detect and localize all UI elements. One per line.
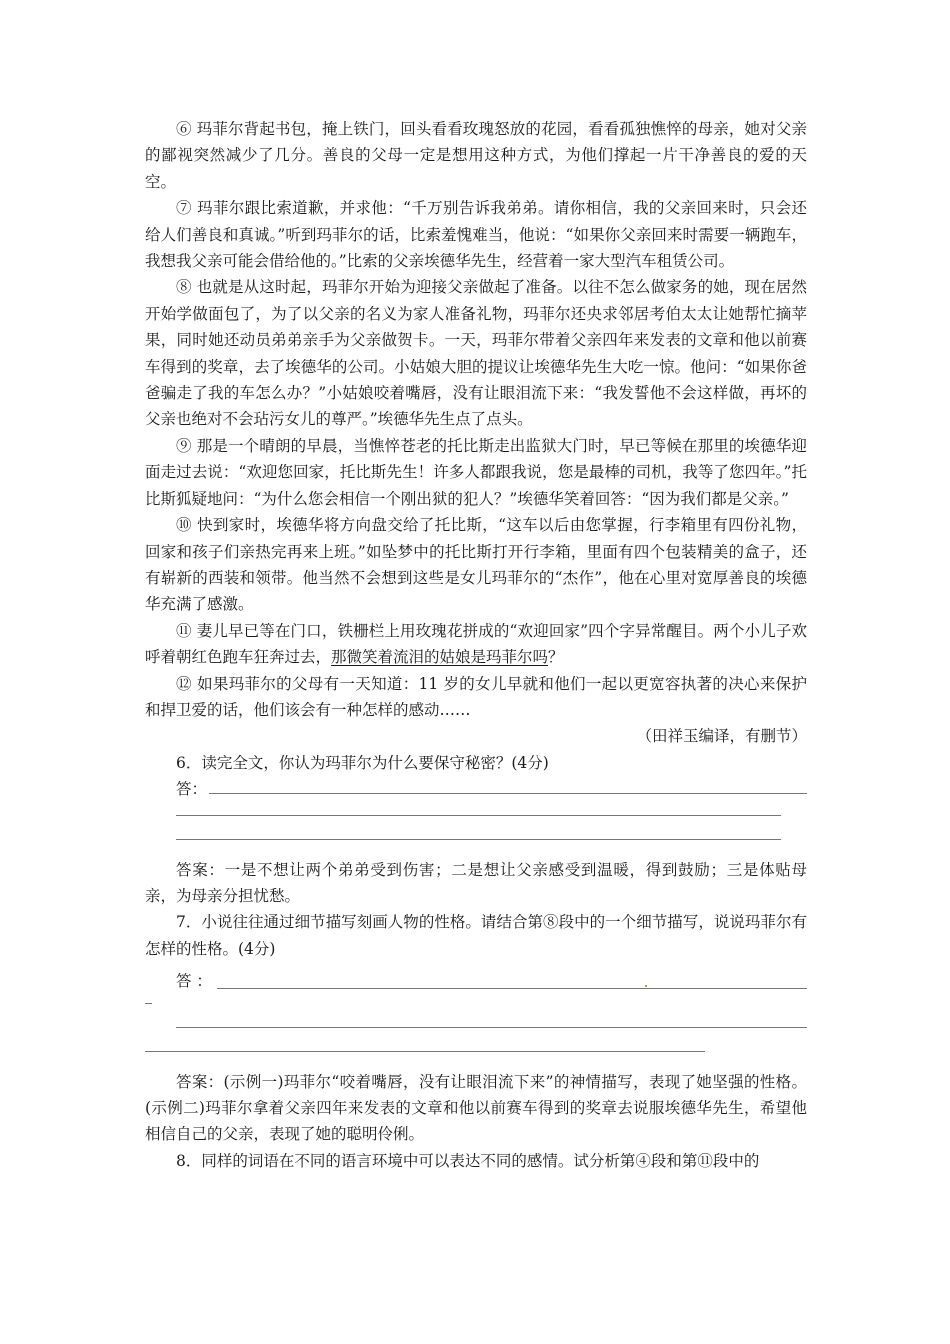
answer-rule <box>209 793 807 794</box>
answer-blank-line <box>145 995 807 1013</box>
answer-rule <box>176 839 781 840</box>
answer-rule <box>217 988 807 989</box>
question-7-prompt: 7．小说往往通过细节描写刻画人物的性格。请结合第⑧段中的一个细节描写，说说玛菲尔有怎样的性格。(4分) <box>145 913 807 958</box>
question-7-answer-line <box>145 968 807 994</box>
paragraph-8: ⑧ 也就是从这时起，玛菲尔开始为迎接父亲做起了准备。以往不怎么做家务的她，现在居然开始学做面包了，为了以父亲的名义为家人准备礼物，玛菲尔还央求邻居考伯太太让她帮忙摘苹果，同时她还动员弟弟亲手为父亲做贺卡。一天，玛菲尔带着父亲四年来发表的文章和他以前赛车得到的奖章，去了埃德华的公司。小姑娘大胆的提议让埃德华先生大吃一惊。他问：“如果你爸爸骗走了我的车怎么办？”小姑娘咬着嘴唇，没有让眼泪流下来：“我发誓他不会这样做，再坏的父亲也绝对不会玷污女儿的尊严。”埃德华先生点了点头。 <box>145 278 807 429</box>
document-page <box>145 116 807 1174</box>
answer-blank-line <box>145 1013 807 1043</box>
stray-dot <box>645 985 647 987</box>
answer-blank-line <box>145 1043 807 1063</box>
answer-label: 答 ： <box>176 972 212 991</box>
answer-label: 答： <box>176 780 208 799</box>
answer-rule <box>145 1051 705 1052</box>
paragraph-7: ⑦ 玛菲尔跟比索道歉，并求他：“千万别告诉我弟弟。请你相信，我的父亲回来时，只会还给人们善良和真诚。”听到玛菲尔的话，比索羞愧难当，他说：“如果你父亲回来时需要一辆跑车，我想我父亲可能会借给他的。”比索的父亲埃德华先生，经营着一家大型汽车租赁公司。 <box>145 199 807 271</box>
paragraph-9: ⑨ 那是一个晴朗的早晨，当憔悴苍老的托比斯走出监狱大门时，早已等候在那里的埃德华迎面走过去说：“欢迎您回家，托比斯先生！许多人都跟我说，您是最棒的司机，我等了您四年。”托比斯狐疑地问：“为什么您会相信一个刚出狱的犯人？”埃德华笑着回答：“因为我们都是父亲。” <box>145 436 807 508</box>
question-8-prompt: 8．同样的词语在不同的语言环境中可以表达不同的感情。试分析第④段和第⑪段中的 <box>176 1151 760 1170</box>
question-6-answer-line <box>145 776 807 802</box>
answer-rule-stub <box>145 1003 152 1004</box>
question-6-answer: 答案：一是不想让两个弟弟受到伤害；二是想让父亲感受到温暖，得到鼓励；三是体贴母亲，为母亲分担忧愁。 <box>145 860 807 905</box>
paragraph-11-end: ？ <box>548 648 564 667</box>
paragraph-11-text: ⑪ 妻儿早已等在门口，铁栅栏上用玫瑰花拼成的“欢迎回家”四个字异常醒目。两个小儿子欢呼着朝红色跑车狂奔过去， <box>145 621 807 667</box>
paragraph-10: ⑩ 快到家时，埃德华将方向盘交给了托比斯，“这车以后由您掌握，行李箱里有四份礼物，回家和孩子们亲热完再来上班。”如坠梦中的托比斯打开行李箱，里面有四个包装精美的盒子，还有崭新的西装和领带。他当然不会想到这些是女儿玛菲尔的“杰作”，他在心里对宽厚善良的埃德华充满了感激。 <box>145 516 807 614</box>
answer-rule <box>176 815 781 816</box>
source-credit: （田祥玉编译，有删节） <box>636 727 807 746</box>
paragraph-6: ⑥ 玛菲尔背起书包，掩上铁门，回头看看玫瑰怒放的花园，看看孤独憔悴的母亲，她对父亲的鄙视突然减少了几分。善良的父母一定是想用这种方式，为他们撑起一片干净善良的爱的天空。 <box>145 120 807 191</box>
question-6-prompt: 6．读完全文，你认为玛菲尔为什么要保守秘密？(4分) <box>176 753 549 772</box>
answer-blank-line <box>145 827 807 851</box>
paragraph-11 <box>145 618 807 671</box>
answer-blank-line <box>145 803 807 827</box>
underlined-sentence: 那微笑着流泪的姑娘是玛菲尔吗 <box>331 648 549 667</box>
paragraph-12: ⑫ 如果玛菲尔的父母有一天知道：11 岁的女儿早就和他们一起以更宽容执著的决心来保护和捍卫爱的话，他们该会有一种怎样的感动…… <box>145 674 807 719</box>
question-7-answer: 答案：(示例一)玛菲尔“咬着嘴唇，没有让眼泪流下来”的神情描写，表现了她坚强的性格。(示例二)玛菲尔拿着父亲四年来发表的文章和他以前赛车得到的奖章去说服埃德华先生，希望他相信自己的父亲，表现了她的聪明伶俐。 <box>145 1072 807 1144</box>
answer-rule <box>176 1027 807 1028</box>
